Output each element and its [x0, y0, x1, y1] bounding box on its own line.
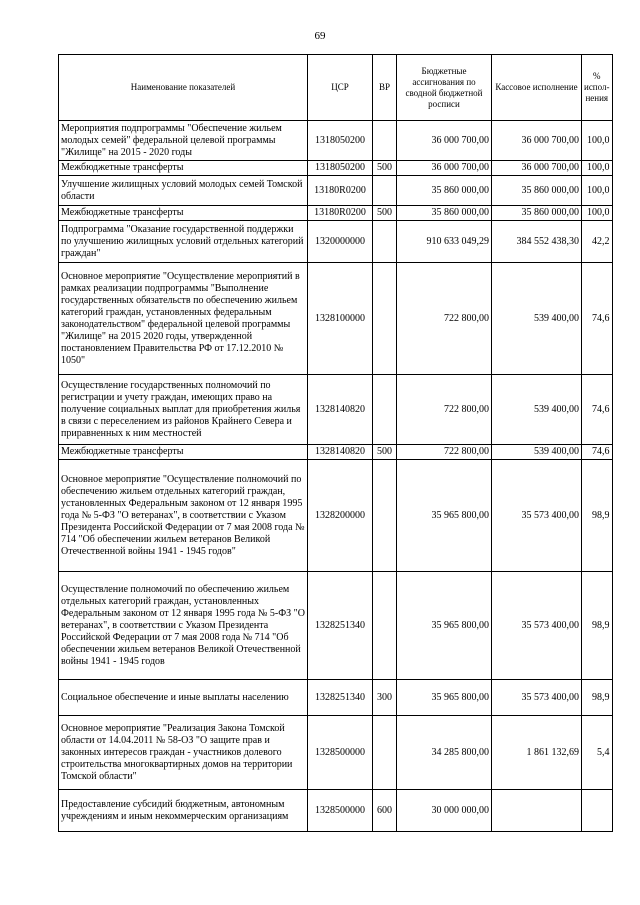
- row-cash: 539 400,00: [492, 445, 582, 460]
- row-name: Предоставление субсидий бюджетным, автономным учреждениям и иным некоммерческим организациям: [59, 790, 308, 832]
- row-csr: 1318050200: [308, 121, 373, 161]
- table-row: [59, 375, 613, 445]
- row-name: Межбюджетные трансферты: [59, 206, 308, 221]
- row-cash: 35 573 400,00: [492, 680, 582, 716]
- row-budget: 36 000 700,00: [397, 161, 492, 176]
- row-pct: 98,9: [582, 680, 613, 716]
- row-csr: 1328251340: [308, 572, 373, 680]
- row-vr: 500: [373, 161, 397, 176]
- row-pct: 100,0: [582, 176, 613, 206]
- row-pct: 100,0: [582, 206, 613, 221]
- row-cash: 36 000 700,00: [492, 121, 582, 161]
- page-number: 69: [314, 30, 326, 42]
- table-row: [59, 121, 613, 161]
- row-cash: 36 000 700,00: [492, 161, 582, 176]
- row-budget: 722 800,00: [397, 445, 492, 460]
- row-cash: 539 400,00: [492, 263, 582, 375]
- row-vr: [373, 176, 397, 206]
- row-name: Межбюджетные трансферты: [59, 161, 308, 176]
- row-pct: 74,6: [582, 263, 613, 375]
- row-vr: 300: [373, 680, 397, 716]
- row-vr: [373, 716, 397, 790]
- row-cash: 384 552 438,30: [492, 221, 582, 263]
- row-name: Мероприятия подпрограммы "Обеспечение жильем молодых семей" федеральной целевой программы "Жилище" на 2015 - 2020 годы: [59, 121, 308, 161]
- row-pct: 100,0: [582, 121, 613, 161]
- table-row: [59, 572, 613, 680]
- row-budget: 35 965 800,00: [397, 680, 492, 716]
- row-budget: 35 965 800,00: [397, 572, 492, 680]
- row-vr: 600: [373, 790, 397, 832]
- row-cash: 35 860 000,00: [492, 176, 582, 206]
- row-name: Улучшение жилищных условий молодых семей Томской области: [59, 176, 308, 206]
- row-vr: 500: [373, 206, 397, 221]
- row-budget: 35 860 000,00: [397, 206, 492, 221]
- table-row: [59, 161, 613, 176]
- row-name: Основное мероприятие "Осуществление полномочий по обеспечению жильем отдельных категорий граждан, установленных Федеральным законом от 12 января 1995 года № 5-ФЗ "О ветеранах", в соответствии с Указом Президента Российской Федерации от 7 мая 2008 года № 714 "Об обеспечении жильем ветеранов Великой Отечественной войны 1941 - 1945 годов": [59, 460, 308, 572]
- table-row: [59, 716, 613, 790]
- row-cash: 539 400,00: [492, 375, 582, 445]
- table-row: [59, 221, 613, 263]
- row-pct: 5,4: [582, 716, 613, 790]
- header-csr: ЦСР: [308, 55, 373, 121]
- row-name: Основное мероприятие "Реализация Закона Томской области от 14.04.2011 № 58-ОЗ "О защите прав и законных интересов граждан - участников долевого строительства многоквартирных домов на территории Томской области": [59, 716, 308, 790]
- row-cash: 35 573 400,00: [492, 460, 582, 572]
- row-name: Осуществление полномочий по обеспечению жильем отдельных категорий граждан, установленных Федеральным законом от 12 января 1995 года № 5-ФЗ "О ветеранах", в соответствии с Указом Президента Российской Федерации от 7 мая 2008 года № 714 "Об обеспечении жильем ветеранов Великой Отечественной войны 1941 - 1945 годов: [59, 572, 308, 680]
- row-csr: 1320000000: [308, 221, 373, 263]
- row-name: Межбюджетные трансферты: [59, 445, 308, 460]
- row-name: Подпрограмма "Оказание государственной поддержки по улучшению жилищных условий отдельных категорий граждан": [59, 221, 308, 263]
- row-budget: 35 965 800,00: [397, 460, 492, 572]
- row-csr: 1328500000: [308, 790, 373, 832]
- row-name: Социальное обеспечение и иные выплаты населению: [59, 680, 308, 716]
- table-row: [59, 445, 613, 460]
- row-pct: 100,0: [582, 161, 613, 176]
- header-cash: Кассовое исполнение: [492, 55, 582, 121]
- table-row: [59, 206, 613, 221]
- row-pct: [582, 790, 613, 832]
- table-row: [59, 680, 613, 716]
- row-csr: 1328500000: [308, 716, 373, 790]
- row-csr: 13180R0200: [308, 206, 373, 221]
- table-row: [59, 460, 613, 572]
- row-budget: 722 800,00: [397, 375, 492, 445]
- row-csr: 1328251340: [308, 680, 373, 716]
- row-budget: 910 633 049,29: [397, 221, 492, 263]
- row-vr: 500: [373, 445, 397, 460]
- row-vr: [373, 221, 397, 263]
- row-pct: 42,2: [582, 221, 613, 263]
- budget-table: [58, 54, 613, 832]
- row-vr: [373, 121, 397, 161]
- row-csr: 1328140820: [308, 375, 373, 445]
- row-vr: [373, 460, 397, 572]
- row-csr: 1328140820: [308, 445, 373, 460]
- row-name: Осуществление государственных полномочий по регистрации и учету граждан, имеющих право на получение социальных выплат для приобретения жилья в связи с переселением из районов Крайнего Севера и приравненных к ним местностей: [59, 375, 308, 445]
- row-pct: 98,9: [582, 460, 613, 572]
- row-cash: 1 861 132,69: [492, 716, 582, 790]
- row-pct: 74,6: [582, 375, 613, 445]
- row-budget: 34 285 800,00: [397, 716, 492, 790]
- row-cash: [492, 790, 582, 832]
- table-row: [59, 176, 613, 206]
- row-cash: 35 860 000,00: [492, 206, 582, 221]
- header-pct: % испол-нения: [582, 55, 613, 121]
- row-budget: 30 000 000,00: [397, 790, 492, 832]
- header-name: Наименование показателей: [59, 55, 308, 121]
- row-cash: 35 573 400,00: [492, 572, 582, 680]
- row-budget: 36 000 700,00: [397, 121, 492, 161]
- row-vr: [373, 572, 397, 680]
- table-row: [59, 790, 613, 832]
- row-csr: 1328200000: [308, 460, 373, 572]
- row-pct: 74,6: [582, 445, 613, 460]
- row-budget: 722 800,00: [397, 263, 492, 375]
- table-row: [59, 263, 613, 375]
- row-csr: 13180R0200: [308, 176, 373, 206]
- row-pct: 98,9: [582, 572, 613, 680]
- header-budget: Бюджетные ассигнования по сводной бюджетной росписи: [397, 55, 492, 121]
- row-budget: 35 860 000,00: [397, 176, 492, 206]
- row-vr: [373, 263, 397, 375]
- table-header-row: [59, 55, 613, 121]
- header-vr: ВР: [373, 55, 397, 121]
- row-csr: 1328100000: [308, 263, 373, 375]
- row-vr: [373, 375, 397, 445]
- row-name: Основное мероприятие "Осуществление мероприятий в рамках реализации подпрограммы "Выполнение государственных обязательств по обеспечению жильем категорий граждан, установленных федеральным законодательством" федеральной целевой программы "Жилище" на 2015 2020 годы, утвержденной постановлением Правительства РФ от 17.12.2010 № 1050": [59, 263, 308, 375]
- row-csr: 1318050200: [308, 161, 373, 176]
